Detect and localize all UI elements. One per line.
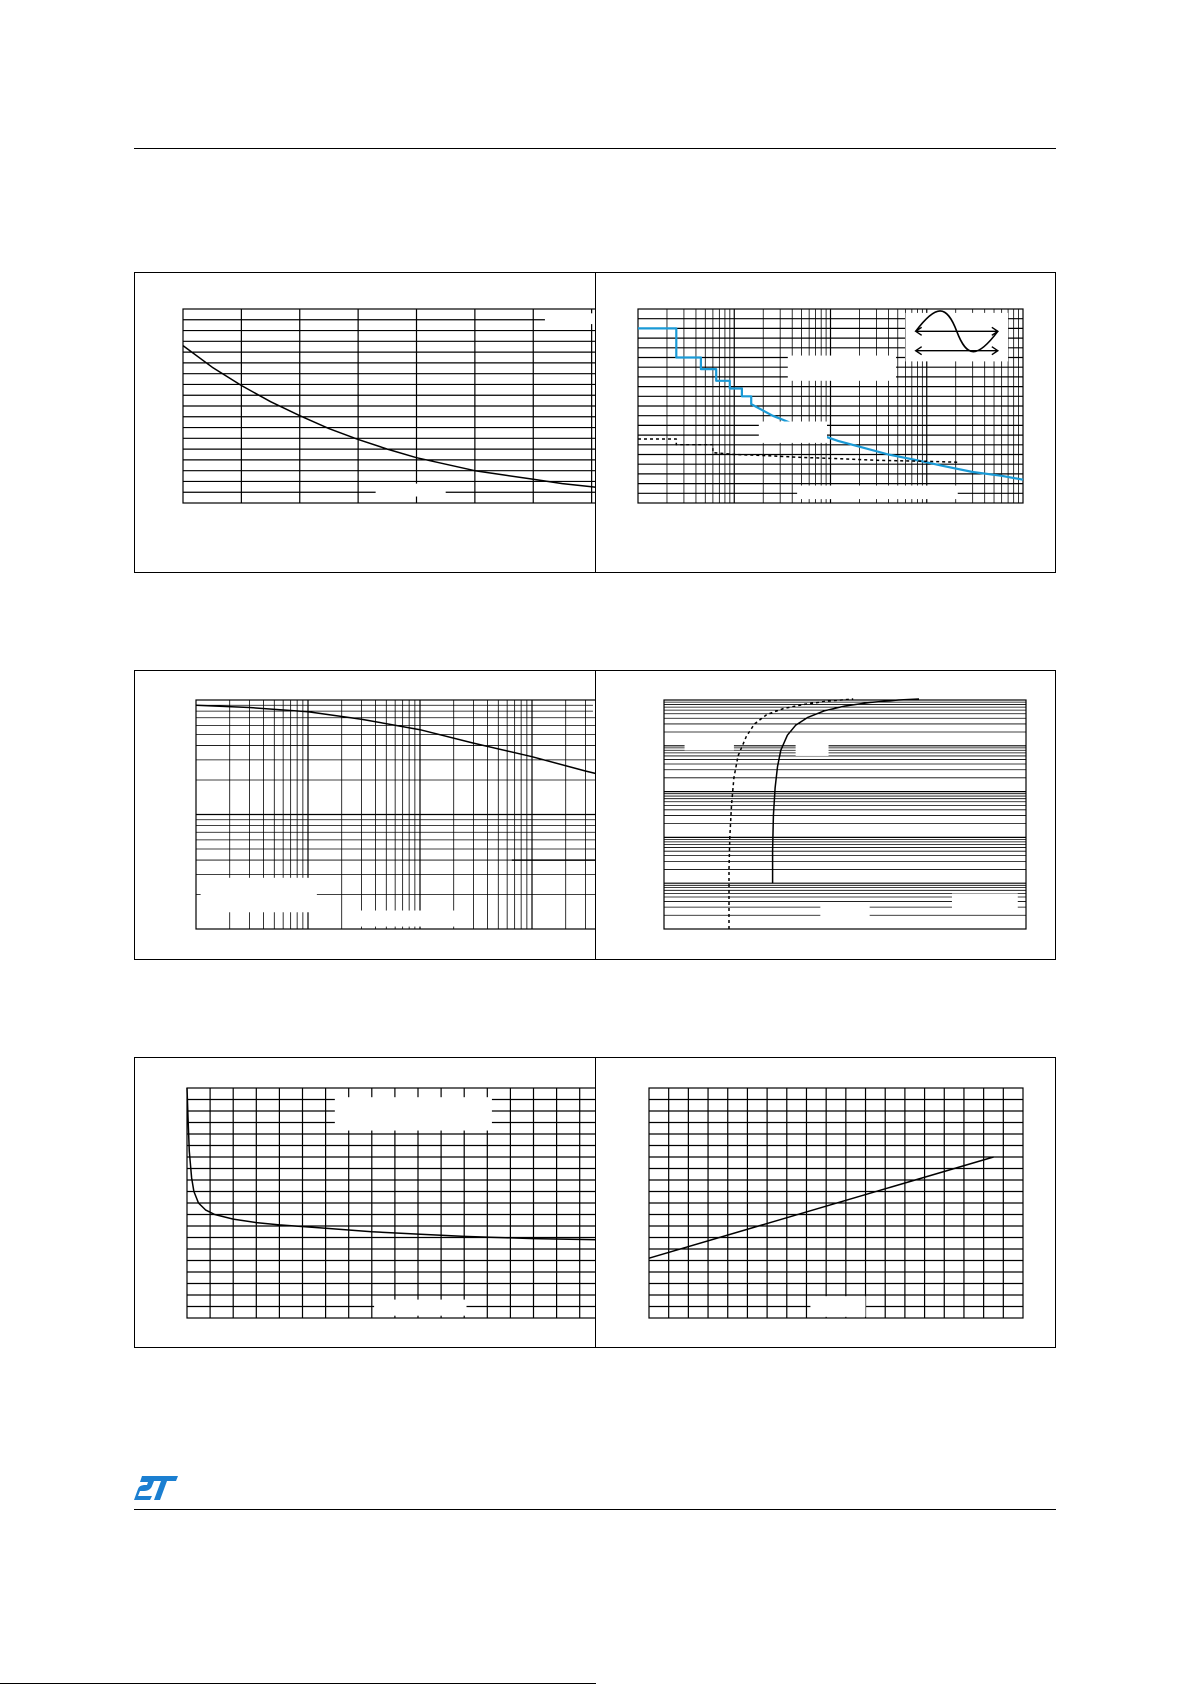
label-box bbox=[335, 1097, 492, 1130]
footer-rule bbox=[134, 1509, 1056, 1510]
label-box bbox=[810, 1296, 865, 1317]
figure-panel-1 bbox=[134, 272, 596, 573]
figure-5-chart bbox=[135, 1058, 597, 1349]
label-box bbox=[201, 878, 317, 912]
figure-panel-3 bbox=[134, 670, 596, 960]
figure-4-chart bbox=[596, 671, 1057, 961]
label-box bbox=[796, 741, 829, 756]
figure-3-chart bbox=[135, 671, 597, 961]
label-box bbox=[797, 486, 958, 500]
figure-1-chart bbox=[135, 273, 597, 574]
st-logo-icon bbox=[132, 1472, 180, 1504]
label-box bbox=[685, 734, 734, 750]
label-box bbox=[545, 313, 597, 324]
series-line bbox=[729, 699, 853, 929]
figure-panel-4 bbox=[595, 670, 1056, 960]
header-rule bbox=[134, 148, 1056, 149]
figure-panel-6 bbox=[595, 1057, 1056, 1348]
series-line bbox=[649, 1157, 994, 1258]
label-box bbox=[376, 484, 446, 497]
label-box bbox=[759, 422, 827, 443]
label-box bbox=[788, 356, 896, 381]
label-box bbox=[353, 911, 465, 927]
page-bottom-rule bbox=[0, 1683, 596, 1684]
label-box bbox=[952, 893, 1018, 913]
label-box bbox=[374, 1300, 466, 1316]
label-box bbox=[820, 902, 869, 917]
figure-2-chart bbox=[596, 273, 1057, 574]
figure-panel-5 bbox=[134, 1057, 596, 1348]
figure-panel-2 bbox=[595, 272, 1056, 573]
figure-6-chart bbox=[596, 1058, 1057, 1349]
